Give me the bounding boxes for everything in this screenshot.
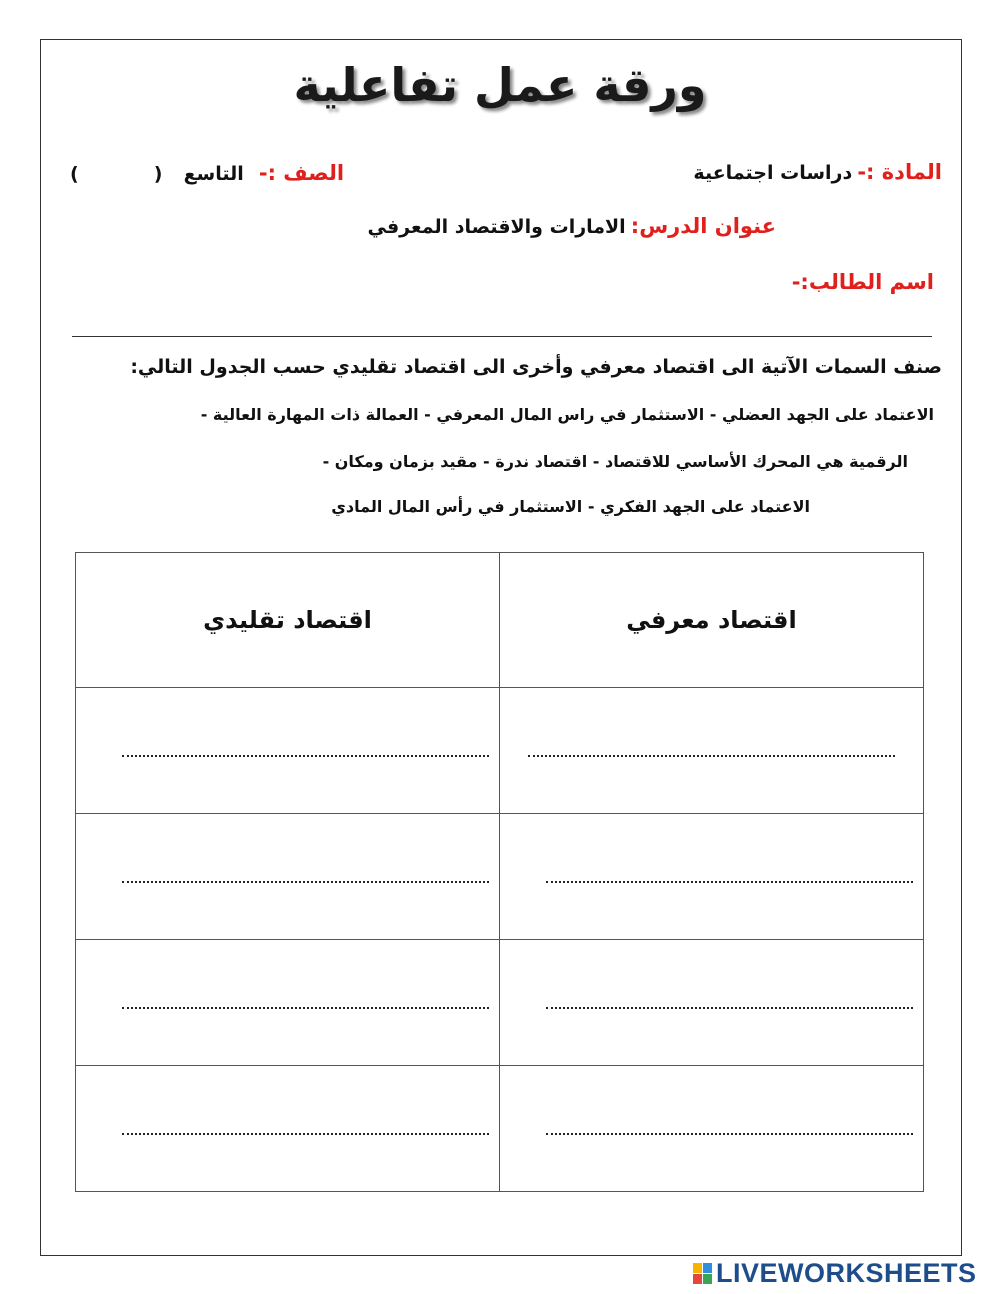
answer-cell-traditional[interactable] xyxy=(76,688,500,814)
answer-cell-knowledge[interactable] xyxy=(500,940,924,1066)
answer-blank[interactable] xyxy=(546,1132,913,1135)
header-traditional-economy: اقتصاد تقليدي xyxy=(76,553,500,688)
answer-blank[interactable] xyxy=(546,880,913,883)
answer-cell-knowledge[interactable] xyxy=(500,688,924,814)
subject-label: المادة :- xyxy=(857,160,942,184)
table-row xyxy=(76,1066,924,1192)
grade-row xyxy=(70,161,344,185)
liveworksheets-brand xyxy=(693,1258,977,1289)
header-knowledge-economy: اقتصاد معرفي xyxy=(500,553,924,688)
grade-paren-open: ( xyxy=(153,163,163,185)
answer-blank[interactable] xyxy=(122,1006,489,1009)
answer-cell-traditional[interactable] xyxy=(76,814,500,940)
answer-blank[interactable] xyxy=(546,1006,913,1009)
brand-text: LIVEWORKSHEETS xyxy=(716,1258,977,1288)
liveworksheets-logo-icon xyxy=(693,1263,713,1285)
option-line-2: الرقمية هي المحرك الأساسي للاقتصاد - اقتصاد ندرة - مقيد بزمان ومكان - xyxy=(322,452,908,471)
lesson-value: الامارات والاقتصاد المعرفي xyxy=(367,216,626,238)
subject-row xyxy=(693,160,942,184)
option-line-3: الاعتماد على الجهد الفكري - الاستثمار في رأس المال المادي xyxy=(331,497,810,516)
grade-paren-close: ) xyxy=(70,163,79,185)
table-row xyxy=(76,940,924,1066)
divider-line xyxy=(72,336,932,337)
answer-blank[interactable] xyxy=(122,880,489,883)
answer-blank[interactable] xyxy=(122,1132,489,1135)
answer-cell-traditional[interactable] xyxy=(76,1066,500,1192)
option-line-1: الاعتماد على الجهد العضلي - الاستثمار في راس المال المعرفي - العمالة ذات المهارة العالية - xyxy=(200,405,934,424)
lesson-row xyxy=(368,214,777,238)
grade-value: التاسع xyxy=(183,163,244,185)
answer-blank[interactable] xyxy=(122,754,489,757)
grade-label: الصف :- xyxy=(258,161,345,185)
question-text: صنف السمات الآتية الى اقتصاد معرفي وأخرى الى اقتصاد تقليدي حسب الجدول التالي: xyxy=(130,356,942,378)
lesson-label: عنوان الدرس: xyxy=(630,214,776,238)
worksheet-title: ورقة عمل تفاعلية xyxy=(293,58,707,112)
classification-table xyxy=(75,552,924,1192)
answer-cell-knowledge[interactable] xyxy=(500,814,924,940)
student-name-label: اسم الطالب:- xyxy=(791,270,934,294)
table-row xyxy=(76,814,924,940)
subject-value: دراسات اجتماعية xyxy=(693,162,853,184)
table-row xyxy=(76,688,924,814)
answer-cell-knowledge[interactable] xyxy=(500,1066,924,1192)
answer-cell-traditional[interactable] xyxy=(76,940,500,1066)
answer-blank[interactable] xyxy=(528,754,895,757)
